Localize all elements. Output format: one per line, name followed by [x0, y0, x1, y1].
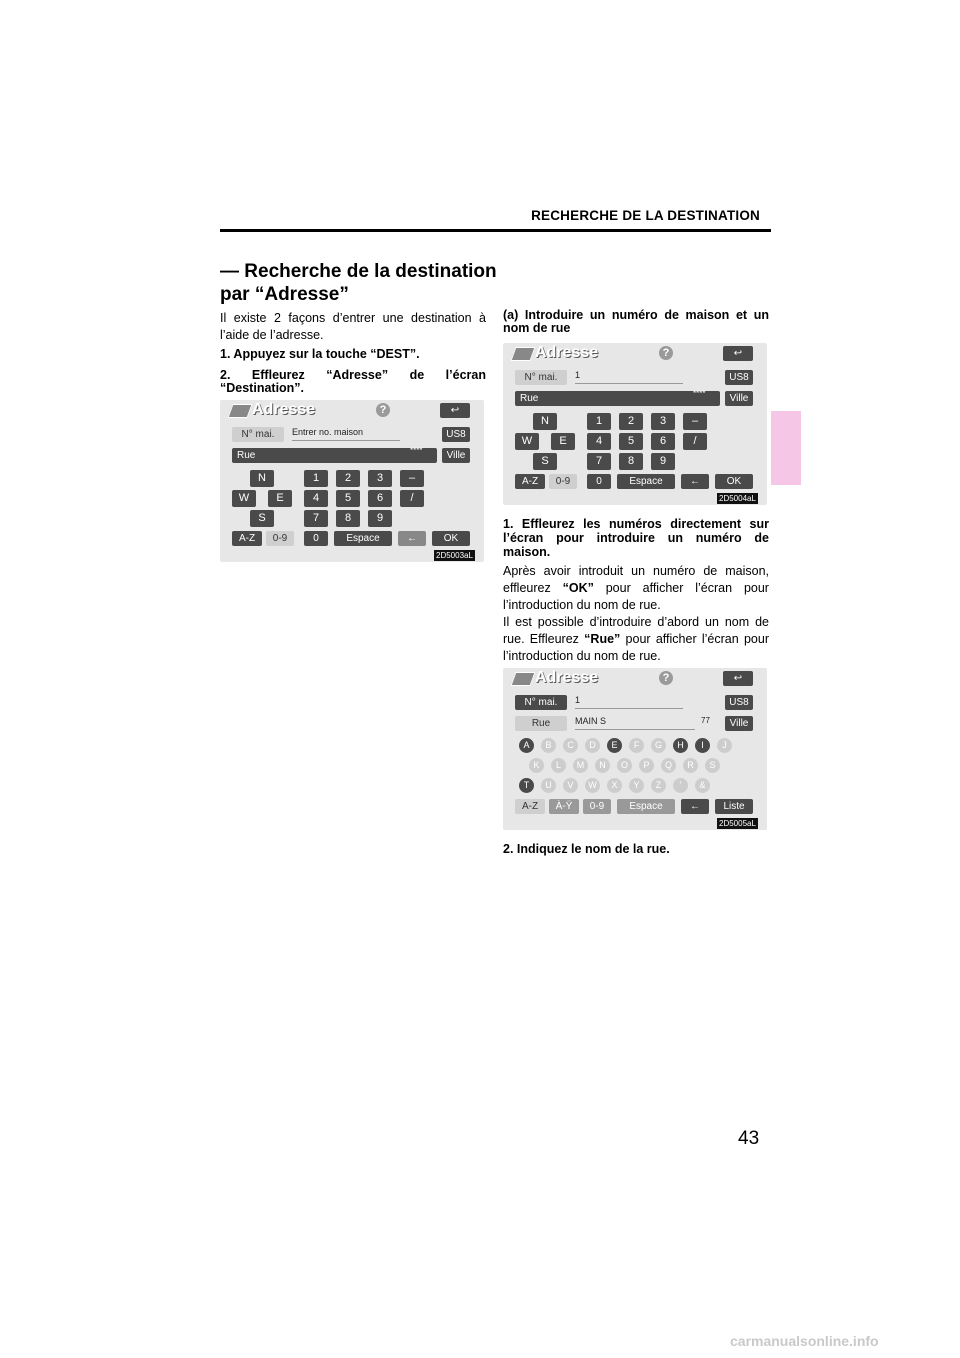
housenum-button[interactable]: N° mai. — [515, 695, 567, 710]
key-m[interactable]: M — [573, 758, 588, 773]
chapter-tab — [771, 411, 801, 485]
para2-pre: Il est possible d’introduire d’abord un nom de rue. Effleurez — [503, 615, 769, 646]
key-4[interactable]: 4 — [304, 490, 328, 507]
key-n[interactable]: N — [250, 470, 274, 487]
key-w[interactable]: W — [515, 433, 539, 450]
key-dash[interactable]: – — [400, 470, 424, 487]
key-s[interactable]: S — [533, 453, 557, 470]
step1-text: 1. Appuyez sur la touche “DEST”. — [220, 347, 420, 361]
key-5[interactable]: 5 — [336, 490, 360, 507]
key-e[interactable]: E — [268, 490, 292, 507]
key-9[interactable]: 9 — [368, 510, 392, 527]
section-title — [220, 260, 510, 306]
image-code: 2D5005aL — [719, 819, 756, 828]
key-x[interactable]: X — [607, 778, 622, 793]
step2-line2: “Destination”. — [220, 381, 305, 395]
right-para2 — [503, 614, 769, 665]
right-step1-line3: maison. — [503, 545, 551, 559]
section-title-line2: par “Adresse” — [220, 284, 349, 305]
street-mask: **** — [693, 389, 706, 398]
key-b[interactable]: B — [541, 738, 556, 753]
digits-button[interactable]: 0-9 — [583, 799, 611, 814]
space-button[interactable]: Espace — [617, 474, 675, 489]
housenum-field[interactable]: Entrer no. maison — [292, 425, 400, 441]
right-step1-line2: l’écran pour introduire un numéro de — [503, 531, 769, 545]
az-button[interactable]: A-Z — [515, 799, 545, 814]
key-z[interactable]: Z — [651, 778, 666, 793]
key-p[interactable]: P — [639, 758, 654, 773]
sub-heading-line1: (a) Introduire un numéro de maison et un — [503, 308, 769, 322]
help-icon: ? — [659, 346, 673, 360]
key-1[interactable]: 1 — [587, 413, 611, 430]
key-0[interactable]: 0 — [304, 531, 328, 546]
backspace-button[interactable]: ← — [681, 474, 709, 489]
back-button[interactable]: ↩ — [723, 346, 753, 361]
housenum-button[interactable]: N° mai. — [232, 427, 284, 442]
back-button[interactable]: ↩ — [723, 671, 753, 686]
running-header: RECHERCHE DE LA DESTINATION — [531, 208, 760, 223]
key-7[interactable]: 7 — [304, 510, 328, 527]
key-0[interactable]: 0 — [587, 474, 611, 489]
space-button[interactable]: Espace — [334, 531, 392, 546]
key-j[interactable]: J — [717, 738, 732, 753]
screenshot-address-empty — [220, 400, 484, 562]
street-field[interactable]: MAIN S — [575, 714, 695, 730]
key-7[interactable]: 7 — [587, 453, 611, 470]
street-mask: **** — [410, 446, 423, 455]
digits-button[interactable]: 0-9 — [549, 474, 577, 489]
street-button[interactable]: Rue — [515, 716, 567, 731]
right-step1-line1: 1. Effleurez les numéros directement sur — [503, 517, 769, 531]
section-title-line1: — Recherche de la destination — [220, 261, 497, 282]
screenshot-address-housenum — [503, 343, 767, 505]
state-button[interactable]: US8 — [725, 370, 753, 385]
key-r[interactable]: R — [683, 758, 698, 773]
key-6[interactable]: 6 — [368, 490, 392, 507]
key-4[interactable]: 4 — [587, 433, 611, 450]
street-button[interactable]: Rue — [515, 391, 720, 406]
image-code: 2D5003aL — [436, 551, 473, 560]
key-1[interactable]: 1 — [304, 470, 328, 487]
key-8[interactable]: 8 — [336, 510, 360, 527]
screen-title: Adresse — [535, 669, 599, 686]
backspace-button[interactable]: ← — [398, 531, 426, 546]
housenum-field[interactable]: 1 — [575, 368, 683, 384]
key-k[interactable]: K — [529, 758, 544, 773]
key-g[interactable]: G — [651, 738, 666, 753]
key-q[interactable]: Q — [661, 758, 676, 773]
book-icon — [510, 672, 535, 686]
key-l[interactable]: L — [551, 758, 566, 773]
header-rule — [220, 229, 771, 232]
state-button[interactable]: US8 — [442, 427, 470, 442]
para1-post: pour afficher l’écran pour l’introduction du nom de rue. — [503, 581, 769, 612]
back-button[interactable]: ↩ — [440, 403, 470, 418]
digits-button[interactable]: 0-9 — [266, 531, 294, 546]
key-8[interactable]: 8 — [619, 453, 643, 470]
intro-text: Il existe 2 façons d’entrer une destination à l’aide de l’adresse. — [220, 311, 486, 342]
book-icon — [227, 404, 252, 418]
key-d[interactable]: D — [585, 738, 600, 753]
page-number: 43 — [738, 1128, 760, 1149]
street-button[interactable]: Rue — [232, 448, 437, 463]
backspace-button[interactable]: ← — [681, 799, 709, 814]
key-a[interactable]: A — [519, 738, 534, 753]
key-3[interactable]: 3 — [368, 470, 392, 487]
housenum-field[interactable]: 1 — [575, 693, 683, 709]
key-6[interactable]: 6 — [651, 433, 675, 450]
key-u[interactable]: U — [541, 778, 556, 793]
key-v[interactable]: V — [563, 778, 578, 793]
city-button[interactable]: Ville — [725, 391, 753, 406]
key-2[interactable]: 2 — [619, 413, 643, 430]
key-i[interactable]: I — [695, 738, 710, 753]
step2-line1: 2. Effleurez “Adresse” de l’écran — [220, 368, 486, 382]
key-t[interactable]: T — [519, 778, 534, 793]
key-3[interactable]: 3 — [651, 413, 675, 430]
key-o[interactable]: O — [617, 758, 632, 773]
key-f[interactable]: F — [629, 738, 644, 753]
help-icon: ? — [659, 671, 673, 685]
key-n[interactable]: N — [595, 758, 610, 773]
para1-key: “OK” — [562, 581, 594, 595]
housenum-button[interactable]: N° mai. — [515, 370, 567, 385]
key-ampersand[interactable]: & — [695, 778, 710, 793]
key-9[interactable]: 9 — [651, 453, 675, 470]
book-icon — [510, 347, 535, 361]
list-button[interactable]: Liste — [715, 799, 753, 814]
sub-heading-line2: nom de rue — [503, 321, 571, 335]
key-c[interactable]: C — [563, 738, 578, 753]
key-s[interactable]: S — [250, 510, 274, 527]
key-5[interactable]: 5 — [619, 433, 643, 450]
para2-post: pour afficher l’écran pour l’introduction du nom de rue. — [503, 632, 769, 663]
key-s[interactable]: S — [705, 758, 720, 773]
image-code: 2D5004aL — [719, 494, 756, 503]
ok-button[interactable]: OK — [715, 474, 753, 489]
footer-watermark: carmanualsonline.info — [730, 1333, 879, 1349]
right-para1 — [503, 563, 769, 614]
help-icon: ? — [376, 403, 390, 417]
key-w[interactable]: W — [585, 778, 600, 793]
ok-button[interactable]: OK — [432, 531, 470, 546]
screen-title: Adresse — [252, 401, 316, 418]
key-n[interactable]: N — [533, 413, 557, 430]
space-button[interactable]: Espace — [617, 799, 675, 814]
key-apostrophe[interactable]: ' — [673, 778, 688, 793]
key-y[interactable]: Y — [629, 778, 644, 793]
key-h[interactable]: H — [673, 738, 688, 753]
az-button[interactable]: A-Z — [515, 474, 545, 489]
state-button[interactable]: US8 — [725, 695, 753, 710]
key-e[interactable]: E — [607, 738, 622, 753]
screen-title: Adresse — [535, 344, 599, 361]
right-step2: 2. Indiquez le nom de la rue. — [503, 842, 670, 856]
city-button[interactable]: Ville — [442, 448, 470, 463]
para2-key: “Rue” — [584, 632, 621, 646]
screenshot-address-street — [503, 668, 767, 830]
az-button[interactable]: A-Z — [232, 531, 262, 546]
key-dash[interactable]: – — [683, 413, 707, 430]
accent-button[interactable]: À-Ÿ — [549, 799, 579, 814]
key-e[interactable]: E — [551, 433, 575, 450]
key-w[interactable]: W — [232, 490, 256, 507]
key-slash[interactable]: / — [400, 490, 424, 507]
key-2[interactable]: 2 — [336, 470, 360, 487]
para1-pre: Après avoir introduit un numéro de maison, effleurez — [503, 564, 769, 595]
key-slash[interactable]: / — [683, 433, 707, 450]
city-button[interactable]: Ville — [725, 716, 753, 731]
match-count: 77 — [701, 716, 710, 725]
